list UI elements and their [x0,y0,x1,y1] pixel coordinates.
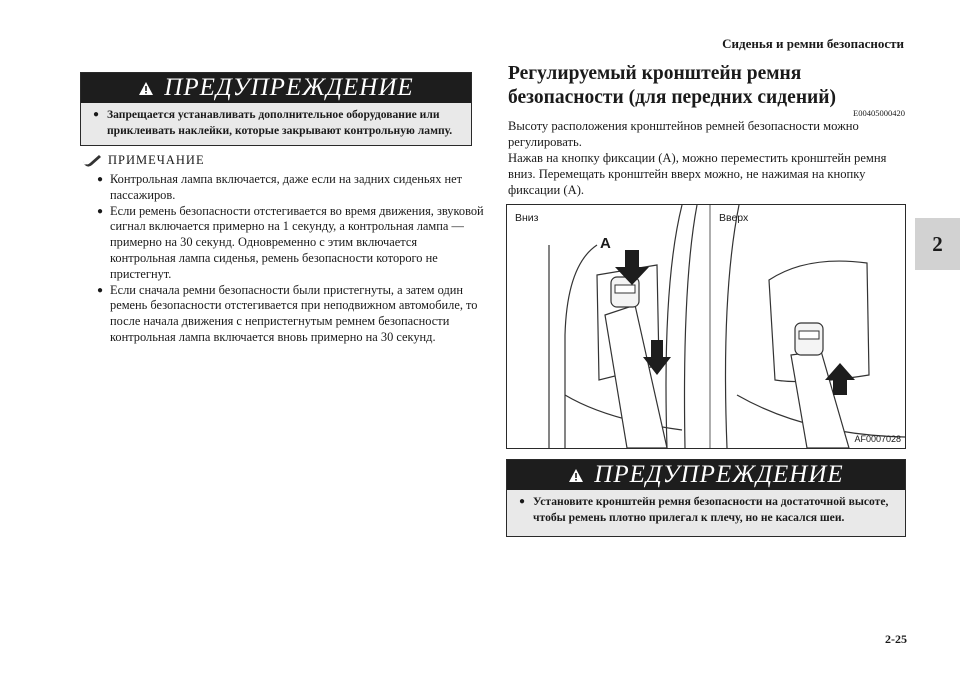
warning-title: ПРЕДУПРЕЖДЕНИЕ [164,74,414,101]
bullet-icon: ● [93,109,100,120]
section-code: E00405000420 [853,108,905,118]
warning-header [81,73,471,103]
running-header: Сиденья и ремни безопасности [722,36,904,51]
warning-triangle-icon [138,81,154,96]
page-number: 2-25 [885,632,907,646]
warning-box-bottom [506,459,906,537]
figure-label-up: Вверх [719,212,749,224]
note-list [97,172,485,346]
section-paragraph: Нажав на кнопку фиксации (A), можно переместить кронштейн ремня вниз. Перемещать кронштейн вверх можно, не нажимая на кнопку фиксации (A). [508,151,887,197]
seatbelt-illustration [507,205,905,448]
bullet-icon: ● [97,284,104,296]
note-heading [80,153,205,168]
seatbelt-anchor-figure [506,204,906,449]
section-title: Регулируемый кронштейн ремня безопасности (для передних сидений) [508,63,837,108]
note-label: ПРИМЕЧАНИЕ [108,153,205,167]
pen-note-icon [80,154,102,168]
note-item: ● Контрольная лампа включается, даже если на задних сиденьях нет пассажиров. [97,172,463,202]
section-text [508,118,906,198]
figure-label-down: Вниз [515,212,539,224]
section-paragraph: Высоту расположения кронштейнов ремней безопасности можно регулировать. [508,119,859,149]
bullet-icon: ● [97,205,104,217]
warning-triangle-icon [568,468,584,483]
warning-box-top [80,72,472,146]
warning-header [507,460,905,490]
bullet-icon: ● [519,496,526,507]
figure-callout: A [600,235,611,252]
warning-item: ● Запрещается устанавливать дополнительное оборудование или приклеивать наклейки, которые закрывают контрольную лампу. [93,108,453,137]
warning-title: ПРЕДУПРЕЖДЕНИЕ [594,461,844,488]
bullet-icon: ● [97,174,104,185]
figure-code: AF0007028 [854,434,901,444]
note-item: ● Если сначала ремни безопасности были пристегнуты, а затем один ремень безопасности отстегивается при неподвижном автомобиле, то после начала движения с непристегнутым ремнем безопасности контрольная лампа включается вновь примерно на 30 секунд. [97,282,478,344]
warning-item: ● Установите кронштейн ремня безопасности на достаточной высоте, чтобы ремень плотно прилегал к плечу, но не касался шеи. [519,495,889,524]
chapter-tab: 2 [915,218,960,270]
note-item: ● Если ремень безопасности отстегивается во время движения, звуковой сигнал включается примерно на 1 секунду, а контрольная лампа — примерно на 30 секунд. Одновременно с этим включается контрольная лампа сиденья, ремень безопасности которого не пристегнут. [97,203,484,281]
